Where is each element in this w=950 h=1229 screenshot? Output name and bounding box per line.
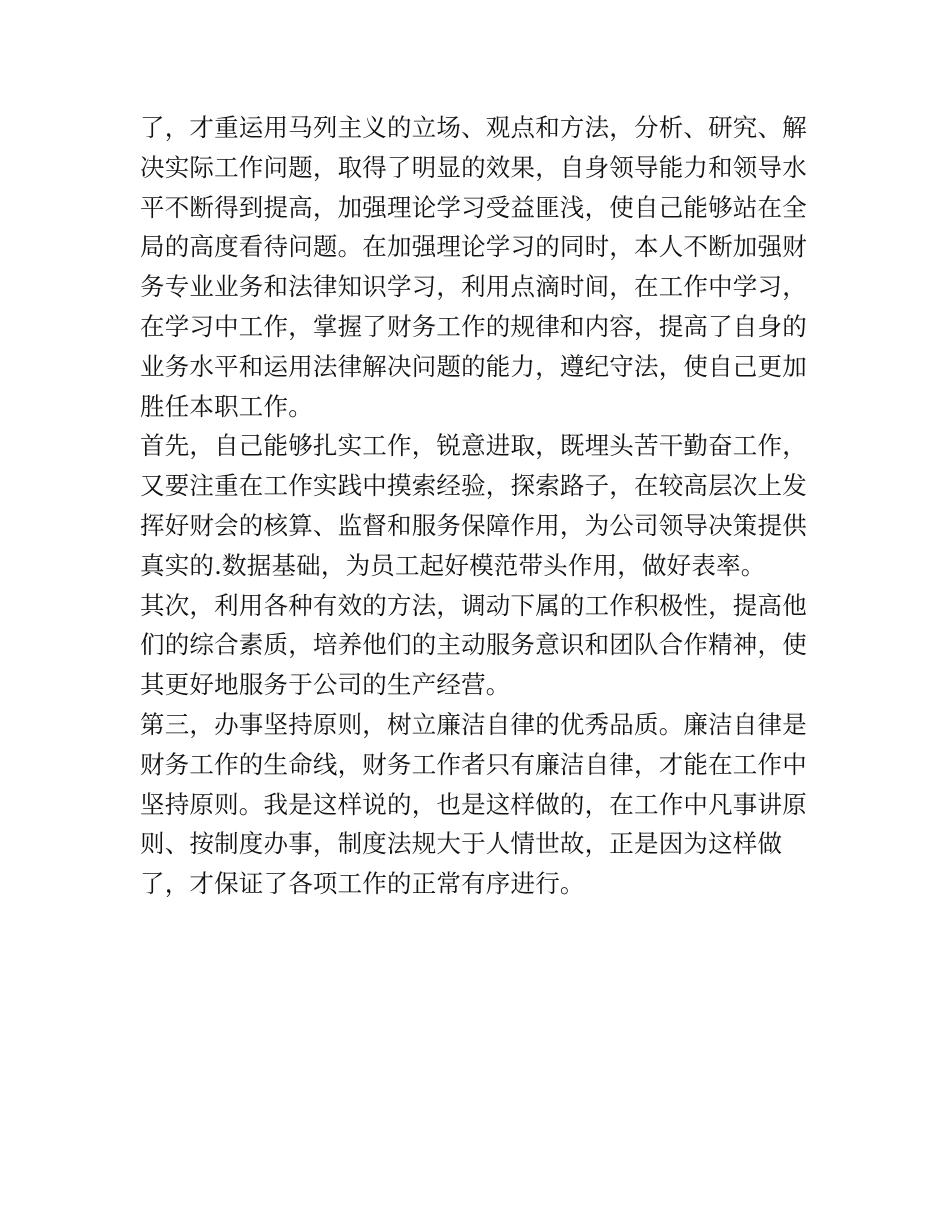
text-line-10: 又要注重在工作实践中摸索经验，探索路子，在较高层次上发: [140, 471, 807, 501]
text-line-19: 则、按制度办事，制度法规大于人情世故，正是因为这样做: [140, 829, 783, 859]
text-line-8: 胜任本职工作。: [140, 391, 313, 421]
text-line-7: 业务水平和运用法律解决问题的能力，遵纪守法，使自己更加: [140, 351, 807, 381]
text-line-3: 平不断得到提高，加强理论学习受益匪浅，使自己能够站在全: [140, 192, 807, 222]
text-line-5: 务专业业务和法律知识学习，利用点滴时间，在工作中学习，: [140, 272, 807, 302]
text-line-11: 挥好财会的核算、监督和服务保障作用，为公司领导决策提供: [140, 510, 807, 540]
text-line-16: 第三，办事坚持原则，树立廉洁自律的优秀品质。廉洁自律是: [140, 709, 807, 739]
text-line-2: 决实际工作问题，取得了明显的效果，自身领导能力和领导水: [140, 152, 807, 182]
text-line-14: 们的综合素质，培养他们的主动服务意识和团队合作精神，使: [140, 630, 807, 660]
text-line-20: 了，才保证了各项工作的正常有序进行。: [140, 869, 585, 899]
text-line-18: 坚持原则。我是这样说的，也是这样做的，在工作中凡事讲原: [140, 789, 807, 819]
text-line-17: 财务工作的生命线，财务工作者只有廉洁自律，才能在工作中: [140, 749, 807, 779]
text-line-12: 真实的.数据基础，为员工起好模范带头作用，做好表率。: [140, 550, 766, 580]
text-line-6: 在学习中工作，掌握了财务工作的规律和内容，提高了自身的: [140, 311, 807, 341]
text-line-15: 其更好地服务于公司的生产经营。: [140, 670, 511, 700]
document-body: [140, 108, 820, 904]
text-line-4: 局的高度看待问题。在加强理论学习的同时，本人不断加强财: [140, 232, 807, 262]
text-line-1: 了，才重运用马列主义的立场、观点和方法，分析、研究、解: [140, 113, 807, 142]
text-line-13: 其次，利用各种有效的方法，调动下属的工作积极性，提高他: [140, 590, 807, 620]
text-line-9: 首先，自己能够扎实工作，锐意进取，既埋头苦干勤奋工作，: [140, 431, 807, 461]
